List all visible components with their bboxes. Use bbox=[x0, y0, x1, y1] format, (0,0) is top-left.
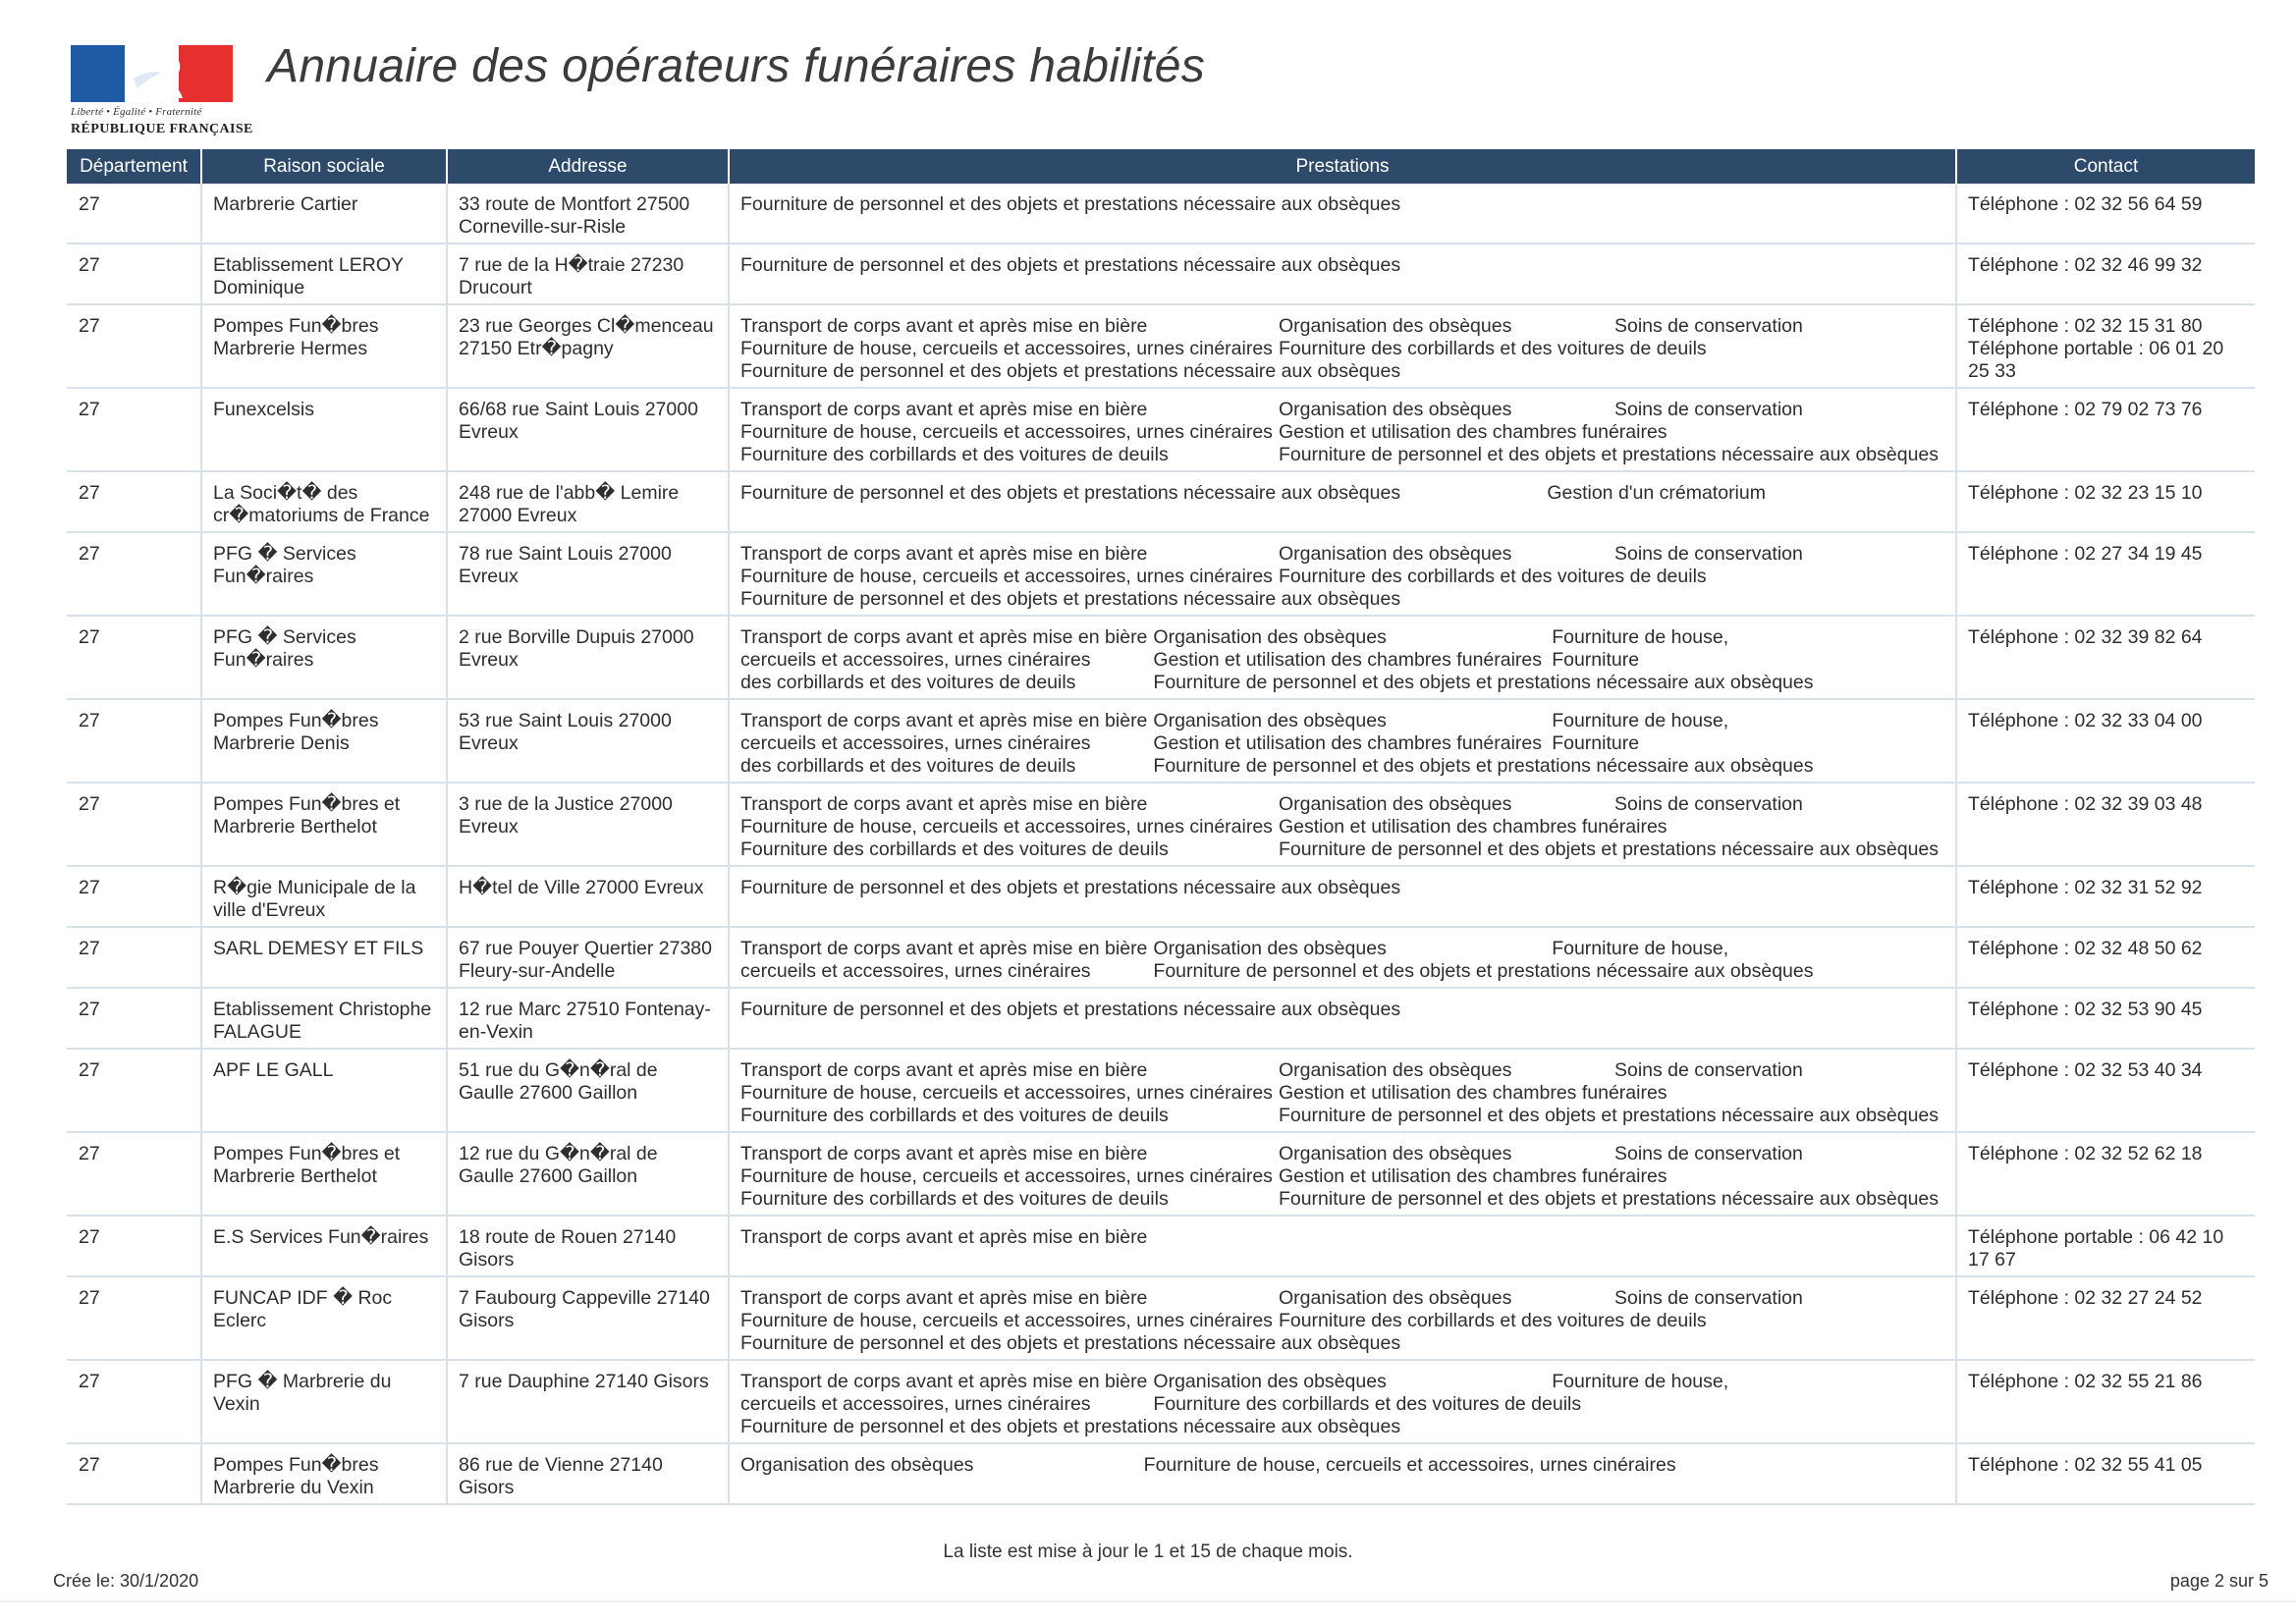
contact-phone: Téléphone : 02 32 56 64 59 bbox=[1968, 193, 2203, 215]
prestation-item: cercueils et accessoires, urnes cinéraires bbox=[740, 732, 1091, 754]
cell-adresse: 51 rue du G�n�ral de Gaulle 27600 Gaillon bbox=[447, 1049, 729, 1132]
prestation-item: Fourniture de personnel et des objets et prestations nécessaire aux obsèques bbox=[1153, 960, 1814, 982]
divider bbox=[0, 1600, 2296, 1602]
prestation-item: Organisation des obsèques bbox=[1278, 315, 1512, 337]
table-row bbox=[67, 866, 2255, 927]
contact-phone: Téléphone : 02 32 55 41 05 bbox=[1968, 1454, 2203, 1476]
table-row bbox=[67, 988, 2255, 1049]
prestation-item: Fourniture de house, cercueils et accessoires, urnes cinéraires bbox=[740, 1082, 1273, 1104]
prestation-item: Organisation des obsèques bbox=[740, 1454, 974, 1476]
prestations-list bbox=[740, 1143, 1944, 1211]
cell-adresse: 53 rue Saint Louis 27000 Evreux bbox=[447, 699, 729, 783]
prestation-item: Gestion et utilisation des chambres funéraires bbox=[1153, 649, 1543, 671]
prestations-list bbox=[740, 626, 1944, 694]
operators-table bbox=[67, 149, 2255, 1505]
prestation-item: Transport de corps avant et après mise en bière bbox=[740, 1371, 1148, 1392]
cell-raison-sociale: Etablissement Christophe FALAGUE bbox=[201, 988, 447, 1049]
prestation-item: Fourniture de house, cercueils et accessoires, urnes cinéraires bbox=[740, 816, 1273, 838]
cell-departement: 27 bbox=[67, 699, 201, 783]
cell-raison-sociale: E.S Services Fun�raires bbox=[201, 1216, 447, 1276]
contact-phone: Téléphone : 02 27 34 19 45 bbox=[1968, 543, 2203, 565]
cell-adresse: 12 rue du G�n�ral de Gaulle 27600 Gaillon bbox=[447, 1132, 729, 1216]
table-row bbox=[67, 471, 2255, 532]
contact-phone: Téléphone : 02 32 31 52 92 bbox=[1968, 877, 2203, 898]
table-row bbox=[67, 1443, 2255, 1504]
contact-phone: Téléphone : 02 32 15 31 80 bbox=[1968, 315, 2203, 337]
cell-departement: 27 bbox=[67, 532, 201, 616]
contact-phone: Téléphone : 02 32 39 82 64 bbox=[1968, 626, 2203, 648]
prestations-list bbox=[740, 1226, 1944, 1249]
page-number: page 2 sur 5 bbox=[2169, 1571, 2269, 1591]
prestation-item: Gestion et utilisation des chambres funéraires bbox=[1278, 421, 1667, 443]
contact-phone: Téléphone : 02 32 48 50 62 bbox=[1968, 938, 2203, 959]
cell-adresse: 7 rue Dauphine 27140 Gisors bbox=[447, 1360, 729, 1443]
cell-contact bbox=[1956, 1443, 2255, 1504]
prestation-item: Soins de conservation bbox=[1613, 543, 1803, 565]
cell-raison-sociale: PFG � Marbrerie du Vexin bbox=[201, 1360, 447, 1443]
cell-raison-sociale: FUNCAP IDF � Roc Eclerc bbox=[201, 1276, 447, 1360]
cell-prestations bbox=[729, 184, 1956, 243]
prestation-item: Fourniture de personnel et des objets et prestations nécessaire aux obsèques bbox=[740, 1416, 1401, 1437]
contact-phone: Téléphone : 02 32 53 90 45 bbox=[1968, 999, 2203, 1020]
prestations-list bbox=[740, 877, 1944, 899]
cell-departement: 27 bbox=[67, 1276, 201, 1360]
page-title: Annuaire des opérateurs funéraires habilités bbox=[267, 40, 1206, 92]
prestation-item: Fourniture de house, cercueils et accessoires, urnes cinéraires bbox=[740, 338, 1273, 359]
prestation-item: Transport de corps avant et après mise en bière bbox=[740, 315, 1148, 337]
prestations-list bbox=[740, 1371, 1944, 1438]
prestation-item: Transport de corps avant et après mise en bière bbox=[740, 399, 1148, 420]
prestation-item: Fourniture de personnel et des objets et prestations nécessaire aux obsèques bbox=[740, 999, 1401, 1020]
prestation-item: Fourniture de personnel et des objets et prestations nécessaire aux obsèques bbox=[740, 254, 1401, 276]
table-row bbox=[67, 1049, 2255, 1132]
prestation-item: Organisation des obsèques bbox=[1153, 626, 1387, 648]
prestation-item: Fourniture de house, cercueils et accessoires, urnes cinéraires bbox=[740, 1165, 1273, 1187]
cell-departement: 27 bbox=[67, 1216, 201, 1276]
cell-departement: 27 bbox=[67, 616, 201, 699]
column-header-adresse: Addresse bbox=[447, 149, 729, 184]
table-row bbox=[67, 616, 2255, 699]
table-row bbox=[67, 1132, 2255, 1216]
prestation-item: Fourniture de house, cercueils et accessoires, urnes cinéraires bbox=[740, 421, 1273, 443]
cell-contact bbox=[1956, 988, 2255, 1049]
prestation-item: Gestion d'un crématorium bbox=[1547, 482, 1766, 504]
prestation-item: Gestion et utilisation des chambres funéraires bbox=[1278, 816, 1667, 838]
cell-prestations bbox=[729, 1276, 1956, 1360]
prestation-item: Fourniture bbox=[1552, 732, 1640, 754]
prestation-item: Soins de conservation bbox=[1613, 1287, 1803, 1309]
cell-adresse: 66/68 rue Saint Louis 27000 Evreux bbox=[447, 388, 729, 471]
republique-francaise-logo bbox=[71, 45, 253, 143]
prestation-item: Organisation des obsèques bbox=[1153, 1371, 1387, 1392]
prestation-item: des corbillards et des voitures de deuils bbox=[740, 672, 1076, 693]
prestation-item: Organisation des obsèques bbox=[1278, 399, 1512, 420]
cell-raison-sociale: Pompes Fun�bres Marbrerie Hermes bbox=[201, 304, 447, 388]
cell-contact bbox=[1956, 304, 2255, 388]
cell-contact bbox=[1956, 532, 2255, 616]
cell-prestations bbox=[729, 388, 1956, 471]
prestation-item: Soins de conservation bbox=[1613, 399, 1803, 420]
prestation-item: Transport de corps avant et après mise en bière bbox=[740, 626, 1148, 648]
cell-contact bbox=[1956, 616, 2255, 699]
column-header-departement: Département bbox=[67, 149, 201, 184]
cell-departement: 27 bbox=[67, 866, 201, 927]
prestation-item: Fourniture de personnel et des objets et prestations nécessaire aux obsèques bbox=[1278, 444, 1940, 465]
prestations-list bbox=[740, 543, 1944, 611]
prestation-item: Fourniture des corbillards et des voitures de deuils bbox=[740, 444, 1169, 465]
cell-departement: 27 bbox=[67, 988, 201, 1049]
prestation-item: Organisation des obsèques bbox=[1278, 793, 1512, 815]
cell-raison-sociale: Funexcelsis bbox=[201, 388, 447, 471]
cell-prestations bbox=[729, 532, 1956, 616]
cell-raison-sociale: Pompes Fun�bres et Marbrerie Berthelot bbox=[201, 783, 447, 866]
prestation-item: Soins de conservation bbox=[1613, 1143, 1803, 1164]
cell-prestations bbox=[729, 616, 1956, 699]
prestation-item: Fourniture de personnel et des objets et prestations nécessaire aux obsèques bbox=[1153, 755, 1814, 777]
table-row bbox=[67, 1360, 2255, 1443]
prestation-item: Fourniture des corbillards et des voitures de deuils bbox=[740, 839, 1169, 860]
cell-prestations bbox=[729, 243, 1956, 304]
cell-prestations bbox=[729, 1360, 1956, 1443]
cell-departement: 27 bbox=[67, 927, 201, 988]
table-row bbox=[67, 699, 2255, 783]
contact-phone: Téléphone : 02 32 55 21 86 bbox=[1968, 1371, 2203, 1392]
cell-prestations bbox=[729, 866, 1956, 927]
prestation-item: Transport de corps avant et après mise en bière bbox=[740, 793, 1148, 815]
prestations-list bbox=[740, 999, 1944, 1021]
table-body bbox=[67, 184, 2255, 1504]
prestation-item: Fourniture de house, cercueils et accessoires, urnes cinéraires bbox=[740, 566, 1273, 587]
prestation-item: Fourniture de personnel et des objets et prestations nécessaire aux obsèques bbox=[1153, 672, 1814, 693]
prestation-item: Fourniture de personnel et des objets et prestations nécessaire aux obsèques bbox=[740, 482, 1401, 504]
cell-adresse: 78 rue Saint Louis 27000 Evreux bbox=[447, 532, 729, 616]
creation-date: Crée le: 30/1/2020 bbox=[53, 1571, 199, 1591]
table-row bbox=[67, 184, 2255, 243]
cell-departement: 27 bbox=[67, 783, 201, 866]
cell-raison-sociale: Pompes Fun�bres Marbrerie du Vexin bbox=[201, 1443, 447, 1504]
cell-prestations bbox=[729, 1132, 1956, 1216]
prestation-item: Fourniture de personnel et des objets et prestations nécessaire aux obsèques bbox=[740, 360, 1401, 382]
prestations-list bbox=[740, 193, 1944, 216]
prestation-item: Fourniture des corbillards et des voitures de deuils bbox=[1278, 338, 1707, 359]
table-row bbox=[67, 532, 2255, 616]
prestation-item: Fourniture de personnel et des objets et prestations nécessaire aux obsèques bbox=[1278, 839, 1940, 860]
table-row bbox=[67, 1216, 2255, 1276]
prestations-list bbox=[740, 1059, 1944, 1127]
prestation-item: Organisation des obsèques bbox=[1278, 1287, 1512, 1309]
prestation-item: Transport de corps avant et après mise en bière bbox=[740, 1059, 1148, 1081]
prestation-item: Fourniture de house, bbox=[1552, 710, 1729, 731]
cell-departement: 27 bbox=[67, 1443, 201, 1504]
cell-departement: 27 bbox=[67, 304, 201, 388]
contact-phone: Téléphone : 02 32 33 04 00 bbox=[1968, 710, 2203, 731]
prestation-item: Gestion et utilisation des chambres funéraires bbox=[1278, 1082, 1667, 1104]
cell-prestations bbox=[729, 988, 1956, 1049]
prestations-list bbox=[740, 1454, 1944, 1477]
cell-adresse: 248 rue de l'abb� Lemire 27000 Evreux bbox=[447, 471, 729, 532]
prestation-item: Fourniture de personnel et des objets et prestations nécessaire aux obsèques bbox=[740, 1332, 1401, 1354]
cell-adresse: H�tel de Ville 27000 Evreux bbox=[447, 866, 729, 927]
cell-raison-sociale: Marbrerie Cartier bbox=[201, 184, 447, 243]
cell-adresse: 2 rue Borville Dupuis 27000 Evreux bbox=[447, 616, 729, 699]
prestations-list bbox=[740, 399, 1944, 466]
prestation-item: Gestion et utilisation des chambres funéraires bbox=[1153, 732, 1543, 754]
prestation-item: Fourniture de house, bbox=[1552, 626, 1729, 648]
cell-contact bbox=[1956, 471, 2255, 532]
cell-departement: 27 bbox=[67, 1132, 201, 1216]
prestation-item: Fourniture des corbillards et des voitures de deuils bbox=[740, 1105, 1169, 1126]
contact-phone: Téléphone : 02 79 02 73 76 bbox=[1968, 399, 2203, 420]
prestation-item: Soins de conservation bbox=[1613, 1059, 1803, 1081]
cell-raison-sociale: SARL DEMESY ET FILS bbox=[201, 927, 447, 988]
column-header-prestations: Prestations bbox=[729, 149, 1956, 184]
cell-contact bbox=[1956, 1360, 2255, 1443]
cell-adresse: 7 Faubourg Cappeville 27140 Gisors bbox=[447, 1276, 729, 1360]
table-row bbox=[67, 388, 2255, 471]
table-header-row bbox=[67, 149, 2255, 184]
cell-prestations bbox=[729, 783, 1956, 866]
prestation-item: Fourniture des corbillards et des voitures de deuils bbox=[1278, 1310, 1707, 1331]
column-header-raison-sociale: Raison sociale bbox=[201, 149, 447, 184]
prestation-item: Fourniture de personnel et des objets et prestations nécessaire aux obsèques bbox=[1278, 1105, 1940, 1126]
prestation-item: Fourniture de personnel et des objets et prestations nécessaire aux obsèques bbox=[740, 588, 1401, 610]
prestation-item: Gestion et utilisation des chambres funéraires bbox=[1278, 1165, 1667, 1187]
table-row bbox=[67, 1276, 2255, 1360]
prestation-item: Soins de conservation bbox=[1613, 315, 1803, 337]
cell-contact bbox=[1956, 243, 2255, 304]
table-row bbox=[67, 304, 2255, 388]
prestation-item: Fourniture de house, cercueils et accessoires, urnes cinéraires bbox=[1143, 1454, 1676, 1476]
contact-phone: Téléphone : 02 32 39 03 48 bbox=[1968, 793, 2203, 815]
update-note: La liste est mise à jour le 1 et 15 de chaque mois. bbox=[943, 1542, 1353, 1562]
cell-adresse: 33 route de Montfort 27500 Corneville-sur-Risle bbox=[447, 184, 729, 243]
cell-contact bbox=[1956, 184, 2255, 243]
cell-contact bbox=[1956, 1132, 2255, 1216]
prestations-list bbox=[740, 793, 1944, 861]
cell-departement: 27 bbox=[67, 388, 201, 471]
prestation-item: cercueils et accessoires, urnes cinéraires bbox=[740, 960, 1091, 982]
prestation-item: cercueils et accessoires, urnes cinéraires bbox=[740, 1393, 1091, 1415]
prestation-item: Transport de corps avant et après mise en bière bbox=[740, 1143, 1148, 1164]
table-row bbox=[67, 927, 2255, 988]
prestation-item: Fourniture de personnel et des objets et prestations nécessaire aux obsèques bbox=[1278, 1188, 1940, 1210]
prestation-item: Fourniture de personnel et des objets et prestations nécessaire aux obsèques bbox=[740, 193, 1401, 215]
contact-phone: Téléphone portable : 06 01 20 25 33 bbox=[1968, 338, 2224, 382]
contact-phone: Téléphone : 02 32 27 24 52 bbox=[1968, 1287, 2203, 1309]
cell-departement: 27 bbox=[67, 1049, 201, 1132]
cell-contact bbox=[1956, 1049, 2255, 1132]
cell-departement: 27 bbox=[67, 184, 201, 243]
prestation-item: Fourniture des corbillards et des voitures de deuils bbox=[740, 1188, 1169, 1210]
cell-adresse: 12 rue Marc 27510 Fontenay-en-Vexin bbox=[447, 988, 729, 1049]
cell-departement: 27 bbox=[67, 1360, 201, 1443]
prestation-item: Organisation des obsèques bbox=[1278, 1059, 1512, 1081]
cell-raison-sociale: R�gie Municipale de la ville d'Evreux bbox=[201, 866, 447, 927]
prestations-list bbox=[740, 254, 1944, 277]
cell-adresse: 86 rue de Vienne 27140 Gisors bbox=[447, 1443, 729, 1504]
cell-raison-sociale: PFG � Services Fun�raires bbox=[201, 532, 447, 616]
prestation-item: des corbillards et des voitures de deuils bbox=[740, 755, 1076, 777]
cell-adresse: 18 route de Rouen 27140 Gisors bbox=[447, 1216, 729, 1276]
contact-phone: Téléphone : 02 32 46 99 32 bbox=[1968, 254, 2203, 276]
contact-phone: Téléphone portable : 06 42 10 17 67 bbox=[1968, 1226, 2224, 1271]
prestation-item: Organisation des obsèques bbox=[1153, 938, 1387, 959]
prestation-item: Transport de corps avant et après mise en bière bbox=[740, 938, 1148, 959]
prestation-item: Organisation des obsèques bbox=[1278, 1143, 1512, 1164]
prestations-list bbox=[740, 315, 1944, 383]
prestation-item: Fourniture bbox=[1552, 649, 1640, 671]
cell-raison-sociale: La Soci�t� des cr�matoriums de France bbox=[201, 471, 447, 532]
cell-raison-sociale: Etablissement LEROY Dominique bbox=[201, 243, 447, 304]
logo-motto: Liberté • Égalité • Fraternité bbox=[71, 106, 202, 118]
cell-departement: 27 bbox=[67, 471, 201, 532]
prestation-item: Fourniture de house, bbox=[1552, 938, 1729, 959]
prestation-item: Organisation des obsèques bbox=[1153, 710, 1387, 731]
column-header-contact: Contact bbox=[1956, 149, 2255, 184]
prestation-item: Fourniture de house, cercueils et accessoires, urnes cinéraires bbox=[740, 1310, 1273, 1331]
cell-raison-sociale: APF LE GALL bbox=[201, 1049, 447, 1132]
prestations-list bbox=[740, 710, 1944, 778]
cell-contact bbox=[1956, 388, 2255, 471]
prestations-list bbox=[740, 482, 1944, 505]
prestation-item: Transport de corps avant et après mise en bière bbox=[740, 1287, 1148, 1309]
cell-contact bbox=[1956, 927, 2255, 988]
cell-adresse: 3 rue de la Justice 27000 Evreux bbox=[447, 783, 729, 866]
cell-contact bbox=[1956, 783, 2255, 866]
cell-raison-sociale: PFG � Services Fun�raires bbox=[201, 616, 447, 699]
cell-prestations bbox=[729, 927, 1956, 988]
cell-prestations bbox=[729, 1049, 1956, 1132]
tricolor-flag-icon bbox=[71, 45, 233, 102]
prestation-item: cercueils et accessoires, urnes cinéraires bbox=[740, 649, 1091, 671]
prestation-item: Fourniture des corbillards et des voitures de deuils bbox=[1278, 566, 1707, 587]
table-row bbox=[67, 783, 2255, 866]
prestations-list bbox=[740, 938, 1944, 983]
cell-prestations bbox=[729, 471, 1956, 532]
prestation-item: Fourniture des corbillards et des voitures de deuils bbox=[1153, 1393, 1582, 1415]
cell-adresse: 7 rue de la H�traie 27230 Drucourt bbox=[447, 243, 729, 304]
cell-departement: 27 bbox=[67, 243, 201, 304]
cell-contact bbox=[1956, 1216, 2255, 1276]
cell-prestations bbox=[729, 304, 1956, 388]
cell-adresse: 23 rue Georges Cl�menceau 27150 Etr�pagny bbox=[447, 304, 729, 388]
cell-contact bbox=[1956, 699, 2255, 783]
cell-adresse: 67 rue Pouyer Quertier 27380 Fleury-sur-Andelle bbox=[447, 927, 729, 988]
prestation-item: Organisation des obsèques bbox=[1278, 543, 1512, 565]
table-row bbox=[67, 243, 2255, 304]
marianne-icon bbox=[132, 49, 191, 100]
cell-prestations bbox=[729, 1443, 1956, 1504]
cell-raison-sociale: Pompes Fun�bres Marbrerie Denis bbox=[201, 699, 447, 783]
prestation-item: Soins de conservation bbox=[1613, 793, 1803, 815]
logo-name: RÉPUBLIQUE FRANÇAISE bbox=[71, 122, 253, 136]
prestation-item: Fourniture de personnel et des objets et prestations nécessaire aux obsèques bbox=[740, 877, 1401, 898]
prestations-list bbox=[740, 1287, 1944, 1355]
cell-contact bbox=[1956, 866, 2255, 927]
prestation-item: Transport de corps avant et après mise en bière bbox=[740, 1226, 1148, 1248]
cell-prestations bbox=[729, 1216, 1956, 1276]
contact-phone: Téléphone : 02 32 52 62 18 bbox=[1968, 1143, 2203, 1164]
prestation-item: Transport de corps avant et après mise en bière bbox=[740, 543, 1148, 565]
contact-phone: Téléphone : 02 32 53 40 34 bbox=[1968, 1059, 2203, 1081]
prestation-item: Fourniture de house, bbox=[1552, 1371, 1729, 1392]
cell-prestations bbox=[729, 699, 1956, 783]
cell-contact bbox=[1956, 1276, 2255, 1360]
prestation-item: Transport de corps avant et après mise en bière bbox=[740, 710, 1148, 731]
contact-phone: Téléphone : 02 32 23 15 10 bbox=[1968, 482, 2203, 504]
cell-raison-sociale: Pompes Fun�bres et Marbrerie Berthelot bbox=[201, 1132, 447, 1216]
